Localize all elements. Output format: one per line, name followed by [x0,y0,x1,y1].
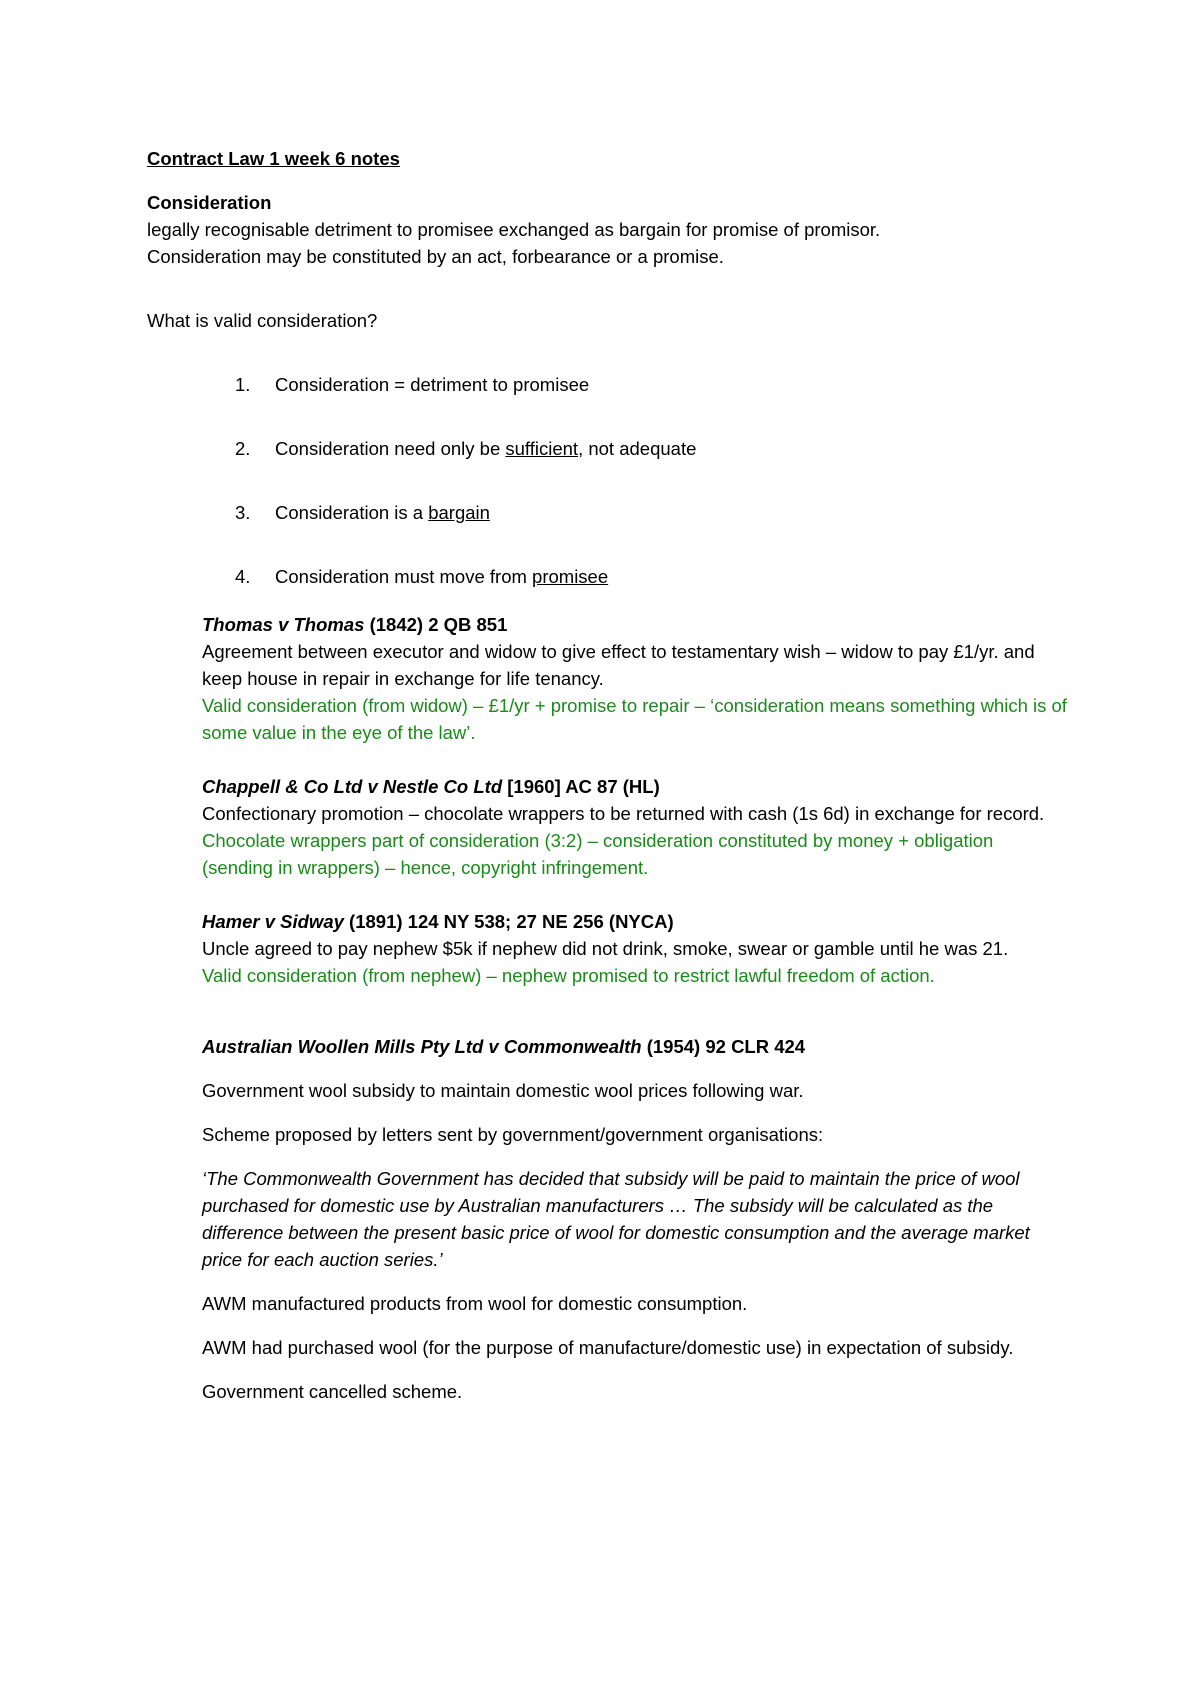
list-number: 2. [235,438,251,459]
case-holding: Chocolate wrappers part of consideration (3:2) – consideration constituted by money + obligation (sending in wrappers) – hence, copyright infringement. [202,830,994,878]
definition-line-1: legally recognisable detriment to promisee exchanged as bargain for promise of promisor. [147,219,881,240]
list-item [147,435,1067,462]
case-chappell [202,773,1067,881]
principles-list [147,371,1067,590]
definition-line-2: Consideration may be constituted by an act, forbearance or a promise. [147,246,724,267]
awm-paragraph-2: Scheme proposed by letters sent by government/government organisations: [202,1124,824,1145]
list-text: Consideration = detriment to promisee [275,374,590,395]
list-underlined: sufficient [505,438,579,459]
case-holding: Valid consideration (from nephew) – nephew promised to restrict lawful freedom of action. [202,965,935,986]
case-thomas [202,611,1067,746]
case-citation: (1954) 92 CLR 424 [641,1036,806,1057]
case-holding: Valid consideration (from widow) – £1/yr + promise to repair – ‘consideration means something which is of some value in the eye of the law’. [202,695,1067,743]
list-number: 4. [235,566,251,587]
case-name: Thomas v Thomas [202,614,365,635]
list-item [147,563,1067,590]
case-facts: Agreement between executor and widow to give effect to testamentary wish – widow to pay £1/yr. and keep house in repair in exchange for life tenancy. [202,641,1035,689]
list-number: 1. [235,374,251,395]
list-item [147,499,1067,526]
list-underlined: promisee [532,566,609,587]
case-facts: Uncle agreed to pay nephew $5k if nephew did not drink, smoke, swear or gamble until he was 21. [202,938,1009,959]
case-name: Chappell & Co Ltd v Nestle Co Ltd [202,776,503,797]
awm-paragraph-4: AWM had purchased wool (for the purpose of manufacture/domestic use) in expectation of subsidy. [202,1337,1014,1358]
awm-paragraph-1: Government wool subsidy to maintain domestic wool prices following war. [202,1080,804,1101]
case-title [202,1033,1067,1060]
case-title [202,773,1067,800]
question-text: What is valid consideration? [147,310,378,331]
document-title: Contract Law 1 week 6 notes [147,148,400,169]
list-number: 3. [235,502,251,523]
case-title [202,908,1067,935]
case-title [202,611,1067,638]
case-awm [202,1033,1067,1405]
case-citation: (1891) 124 NY 538; 27 NE 256 (NYCA) [343,911,674,932]
list-text: Consideration need only be [275,438,506,459]
document-page [147,145,1067,1422]
case-hamer [202,908,1067,989]
case-citation: [1960] AC 87 (HL) [502,776,660,797]
list-text: Consideration must move from [275,566,533,587]
list-text: Consideration is a [275,502,429,523]
awm-quote: ‘The Commonwealth Government has decided that subsidy will be paid to maintain the price of wool purchased for domestic use by Australian manufacturers … The subsidy will be calculated as the difference between the present basic price of wool for domestic consumption and the average market price for each auction series.’ [202,1168,1030,1270]
case-name: Australian Woollen Mills Pty Ltd v Commonwealth [202,1036,642,1057]
case-citation: (1842) 2 QB 851 [364,614,508,635]
list-text-after: , not adequate [578,438,697,459]
awm-paragraph-5: Government cancelled scheme. [202,1381,463,1402]
case-name: Hamer v Sidway [202,911,344,932]
case-facts: Confectionary promotion – chocolate wrappers to be returned with cash (1s 6d) in exchange for record. [202,803,1045,824]
list-underlined: bargain [428,502,490,523]
list-item [147,371,1067,398]
awm-paragraph-3: AWM manufactured products from wool for domestic consumption. [202,1293,748,1314]
section-heading: Consideration [147,192,272,213]
